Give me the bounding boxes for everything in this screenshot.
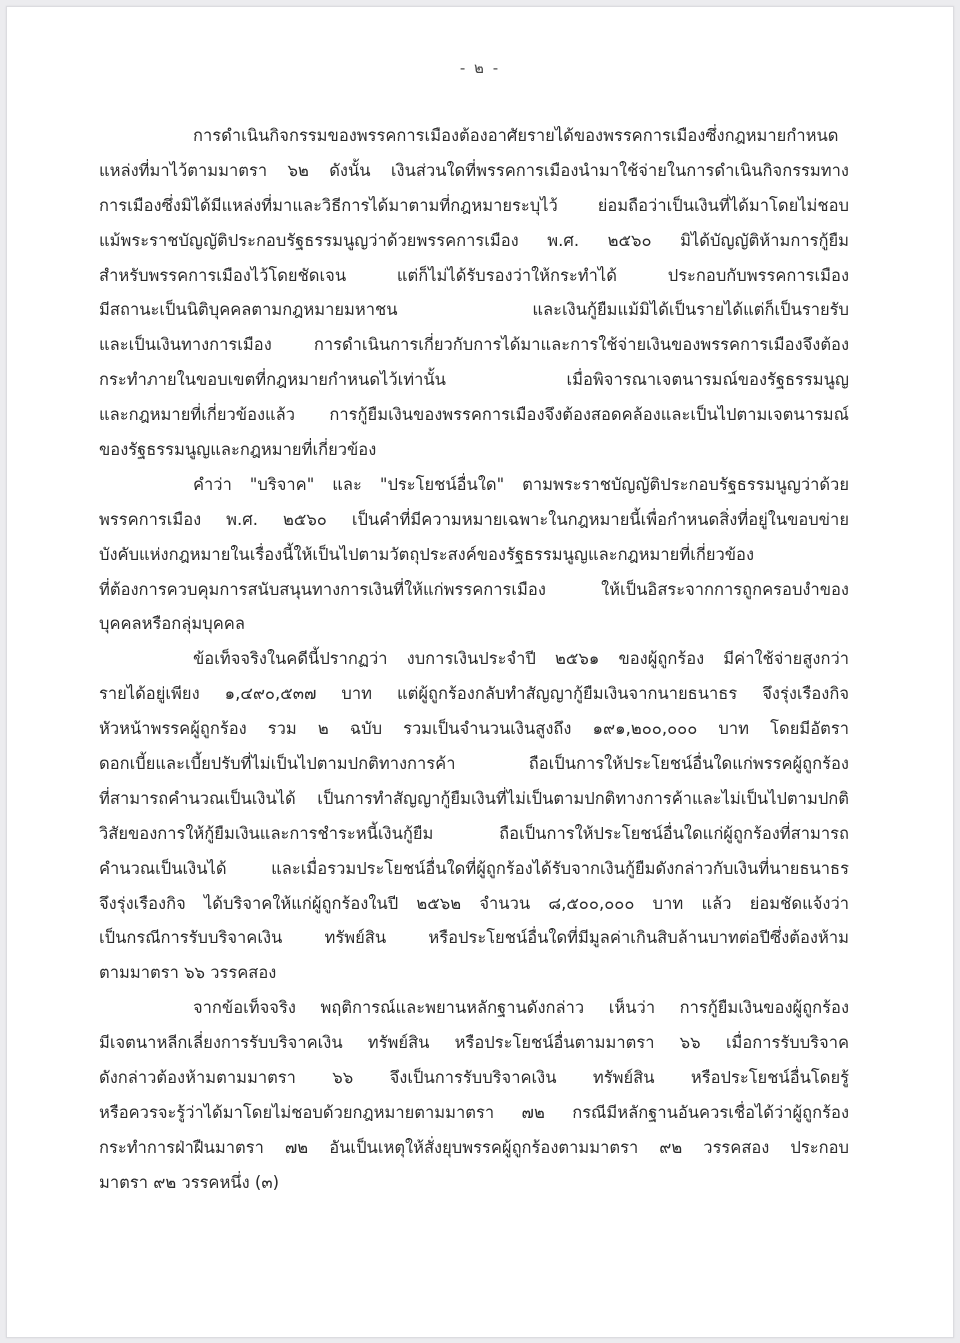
paragraph-1 bbox=[99, 119, 849, 468]
text-line: หัวหน้าพรรคผู้ถูกร้อง รวม ๒ ฉบับ รวมเป็นจำนวนเงินสูงถึง ๑๙๑,๒๐๐,๐๐๐ บาท โดยมีอัตรา bbox=[99, 719, 849, 739]
text-line: และเป็นเงินทางการเมือง การดำเนินการเกี่ยวกับการได้มาและการใช้จ่ายเงินของพรรคการเมืองจึงต้อง bbox=[99, 335, 849, 355]
text-line: วิสัยของการให้กู้ยืมเงินและการชำระหนี้เงินกู้ยืม ถือเป็นการให้ประโยชน์อื่นใดแก่ผู้ถูกร้องที่สามารถ bbox=[99, 823, 849, 843]
text-line: กระทำภายในขอบเขตที่กฎหมายกำหนดไว้เท่านั้น เมื่อพิจารณาเจตนารมณ์ของรัฐธรรมนูญ bbox=[99, 370, 849, 390]
text-line: ที่สามารถคำนวณเป็นเงินได้ เป็นการทำสัญญากู้ยืมเงินที่ไม่เป็นตามปกติทางการค้าและไม่เป็นไปตามปกติ bbox=[99, 788, 849, 808]
paragraph-2 bbox=[99, 468, 849, 642]
text-line: จึงรุ่งเรืองกิจ ได้บริจาคให้แก่ผู้ถูกร้องในปี ๒๕๖๒ จำนวน ๘,๕๐๐,๐๐๐ บาท แล้ว ย่อมชัดแจ้งว่า bbox=[99, 893, 849, 913]
text-line: และกฎหมายที่เกี่ยวข้องแล้ว การกู้ยืมเงินของพรรคการเมืองจึงต้องสอดคล้องและเป็นไปตามเจตนารมณ์ bbox=[99, 405, 849, 425]
text-line: สำหรับพรรคการเมืองไว้โดยชัดเจน แต่ก็ไม่ได้รับรองว่าให้กระทำได้ ประกอบกับพรรคการเมือง bbox=[99, 265, 849, 285]
text-line: เป็นกรณีการรับบริจาคเงิน ทรัพย์สิน หรือประโยชน์อื่นใดที่มีมูลค่าเกินสิบล้านบาทต่อปีซึ่งต้องห้าม bbox=[99, 928, 849, 948]
text-line: มีเจตนาหลีกเลี่ยงการรับบริจาคเงิน ทรัพย์สิน หรือประโยชน์อื่นตามมาตรา ๖๖ เมื่อการรับบริจาค bbox=[99, 1033, 849, 1053]
text-line: พรรคการเมือง พ.ศ. ๒๕๖๐ เป็นคำที่มีความหมายเฉพาะในกฎหมายนี้เพื่อกำหนดสิ่งที่อยู่ในขอบข่าย bbox=[99, 509, 849, 529]
text-line: ข้อเท็จจริงในคดีนี้ปรากฏว่า งบการเงินประจำปี ๒๕๖๑ ของผู้ถูกร้อง มีค่าใช้จ่ายสูงกว่า bbox=[193, 649, 849, 669]
text-line: รายได้อยู่เพียง ๑,๔๙๐,๕๓๗ บาท แต่ผู้ถูกร้องกลับทำสัญญากู้ยืมเงินจากนายธนาธร จึงรุ่งเรืองกิจ bbox=[99, 684, 849, 704]
text-line: บุคคลหรือกลุ่มบุคคล bbox=[99, 614, 245, 634]
text-line: จากข้อเท็จจริง พฤติการณ์และพยานหลักฐานดังกล่าว เห็นว่า การกู้ยืมเงินของผู้ถูกร้อง bbox=[193, 998, 849, 1018]
text-line: มีสถานะเป็นนิติบุคคลตามกฎหมายมหาชน และเงินกู้ยืมแม้มิได้เป็นรายได้แต่ก็เป็นรายรับ bbox=[99, 300, 849, 320]
text-line: กระทำการฝ่าฝืนมาตรา ๗๒ อันเป็นเหตุให้สั่งยุบพรรคผู้ถูกร้องตามมาตรา ๙๒ วรรคสอง ประกอบ bbox=[99, 1137, 849, 1157]
document-page bbox=[6, 6, 954, 1338]
text-line: คำว่า "บริจาค" และ "ประโยชน์อื่นใด" ตามพระราชบัญญัติประกอบรัฐธรรมนูญว่าด้วย bbox=[193, 474, 849, 494]
text-line: ของรัฐธรรมนูญและกฎหมายที่เกี่ยวข้อง bbox=[99, 440, 377, 460]
document-body bbox=[99, 119, 849, 1201]
text-line: มาตรา ๙๒ วรรคหนึ่ง (๓) bbox=[99, 1172, 280, 1192]
text-line: คำนวณเป็นเงินได้ และเมื่อรวมประโยชน์อื่นใดที่ผู้ถูกร้องได้รับจากเงินกู้ยืมดังกล่าวกับเงินที่นายธนาธร bbox=[99, 858, 849, 878]
paragraph-4 bbox=[99, 991, 849, 1200]
text-line: ดังกล่าวต้องห้ามตามมาตรา ๖๖ จึงเป็นการรับบริจาคเงิน ทรัพย์สิน หรือประโยชน์อื่นโดยรู้ bbox=[99, 1068, 849, 1088]
text-line: ดอกเบี้ยและเบี้ยปรับที่ไม่เป็นไปตามปกติทางการค้า ถือเป็นการให้ประโยชน์อื่นใดแก่พรรคผู้ถูกร้อง bbox=[99, 754, 849, 774]
text-line: แม้พระราชบัญญัติประกอบรัฐธรรมนูญว่าด้วยพรรคการเมือง พ.ศ. ๒๕๖๐ มิได้บัญญัติห้ามการกู้ยืม bbox=[99, 230, 849, 250]
text-line: บังคับแห่งกฎหมายในเรื่องนี้ให้เป็นไปตามวัตถุประสงค์ของรัฐธรรมนูญและกฎหมายที่เกี่ยวข้อง bbox=[99, 544, 755, 564]
text-line: ที่ต้องการควบคุมการสนับสนุนทางการเงินที่ให้แก่พรรคการเมือง ให้เป็นอิสระจากการถูกครอบงำของ bbox=[99, 579, 849, 599]
page-number: - ๒ - bbox=[459, 59, 501, 77]
paragraph-3 bbox=[99, 642, 849, 991]
text-line: การดำเนินกิจกรรมของพรรคการเมืองต้องอาศัยรายได้ของพรรคการเมืองซึ่งกฎหมายกำหนด bbox=[193, 126, 839, 145]
text-line: ตามมาตรา ๖๖ วรรคสอง bbox=[99, 963, 277, 983]
text-line: หรือควรจะรู้ว่าได้มาโดยไม่ชอบด้วยกฎหมายตามมาตรา ๗๒ กรณีมีหลักฐานอันควรเชื่อได้ว่าผู้ถูกร้อง bbox=[99, 1102, 849, 1122]
text-line: การเมืองซึ่งมิได้มีแหล่งที่มาและวิธีการได้มาตามที่กฎหมายระบุไว้ ย่อมถือว่าเป็นเงินที่ได้มาโดยไม่ชอบ bbox=[99, 195, 849, 215]
text-line: แหล่งที่มาไว้ตามมาตรา ๖๒ ดังนั้น เงินส่วนใดที่พรรคการเมืองนำมาใช้จ่ายในการดำเนินกิจกรรมทาง bbox=[99, 160, 849, 180]
